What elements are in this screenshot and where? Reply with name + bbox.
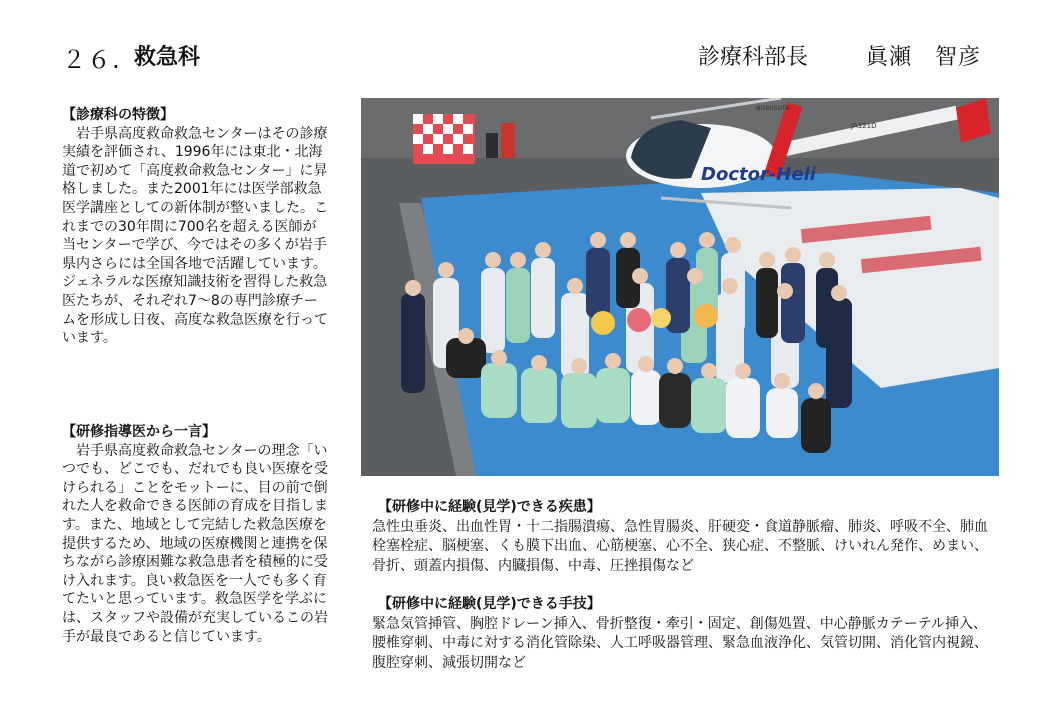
- tail-number: JA121D: [851, 122, 877, 130]
- operator-text: NOBUSUTA: [756, 105, 790, 112]
- role-label: 診療科部長: [698, 45, 809, 70]
- features-title: 【診療科の特徴】: [62, 107, 174, 123]
- helicopter-text: Doctor-Heli: [701, 164, 816, 185]
- features-body: 岩手県高度救命救急センターはその診療実績を評価され、1996年には東北・北海道で初めて「高度救命救急センター」に昇格しました。また2001年には医学部救急医学講座としての新体制が整いました。これまでの30年間に700名を超える医師が当センターで学び、今ではその多くが岩手県内さらには全国各地で活躍しています。ジェネラルな医療知識技術を習得した救急医たちが、それぞれ7～8の専門診療チームを形成し日夜、高度な救急医療を行っています。: [62, 125, 328, 347]
- diseases-title: 【研修中に経験(見学)できる疾患】: [378, 499, 601, 515]
- procedures-body: 緊急気管挿管、胸腔ドレーン挿入、骨折整復・牽引・固定、創傷処置、中心静脈カテーテル挿入、腰椎穿刺、中毒に対する消化管除染、人工呼吸器管理、緊急血液浄化、気管切開、消化管内視鏡、腹腔穿刺、減張切開など: [372, 615, 988, 671]
- diseases-body: 急性虫垂炎、出血性胃・十二指腸潰瘍、急性胃腸炎、肝硬変・食道静脈瘤、肺炎、呼吸不全、肺血栓塞栓症、脳梗塞、くも膜下出血、心筋梗塞、心不全、狭心症、不整脈、けいれん発作、めまい、骨折、頭蓋内損傷、内臓損傷、中毒、圧挫損傷など: [372, 518, 988, 574]
- department-title: 救急科: [134, 45, 201, 70]
- team-photo: [361, 98, 999, 476]
- head-name: 眞瀬 智彦: [866, 45, 982, 70]
- mentor-section: [62, 423, 328, 646]
- section-number: ２６.: [62, 46, 121, 74]
- procedures-section: [372, 595, 997, 673]
- features-section: [62, 106, 328, 348]
- procedures-title: 【研修中に経験(見学)できる手技】: [378, 596, 601, 612]
- mentor-body: 岩手県高度救命救急センターの理念「いつでも、どこでも、だれでも良い医療を受けられる」ことをモットーに、目の前で倒れた人を救命できる医師の育成を目指します。また、地域として完結した救急医療を提供するため、地域の医療機関と連携を保ちながら診療困難な救急患者を積極的に受け入れます。良い救急医を一人でも多く育てたいと思っています。救急医学を学ぶには、スタッフや設備が充実しているこの岩手が最良であると信じています。: [62, 442, 328, 645]
- helipad-photo-illustration: [361, 98, 999, 476]
- diseases-section: [372, 498, 997, 576]
- mentor-title: 【研修指導医から一言】: [62, 424, 216, 440]
